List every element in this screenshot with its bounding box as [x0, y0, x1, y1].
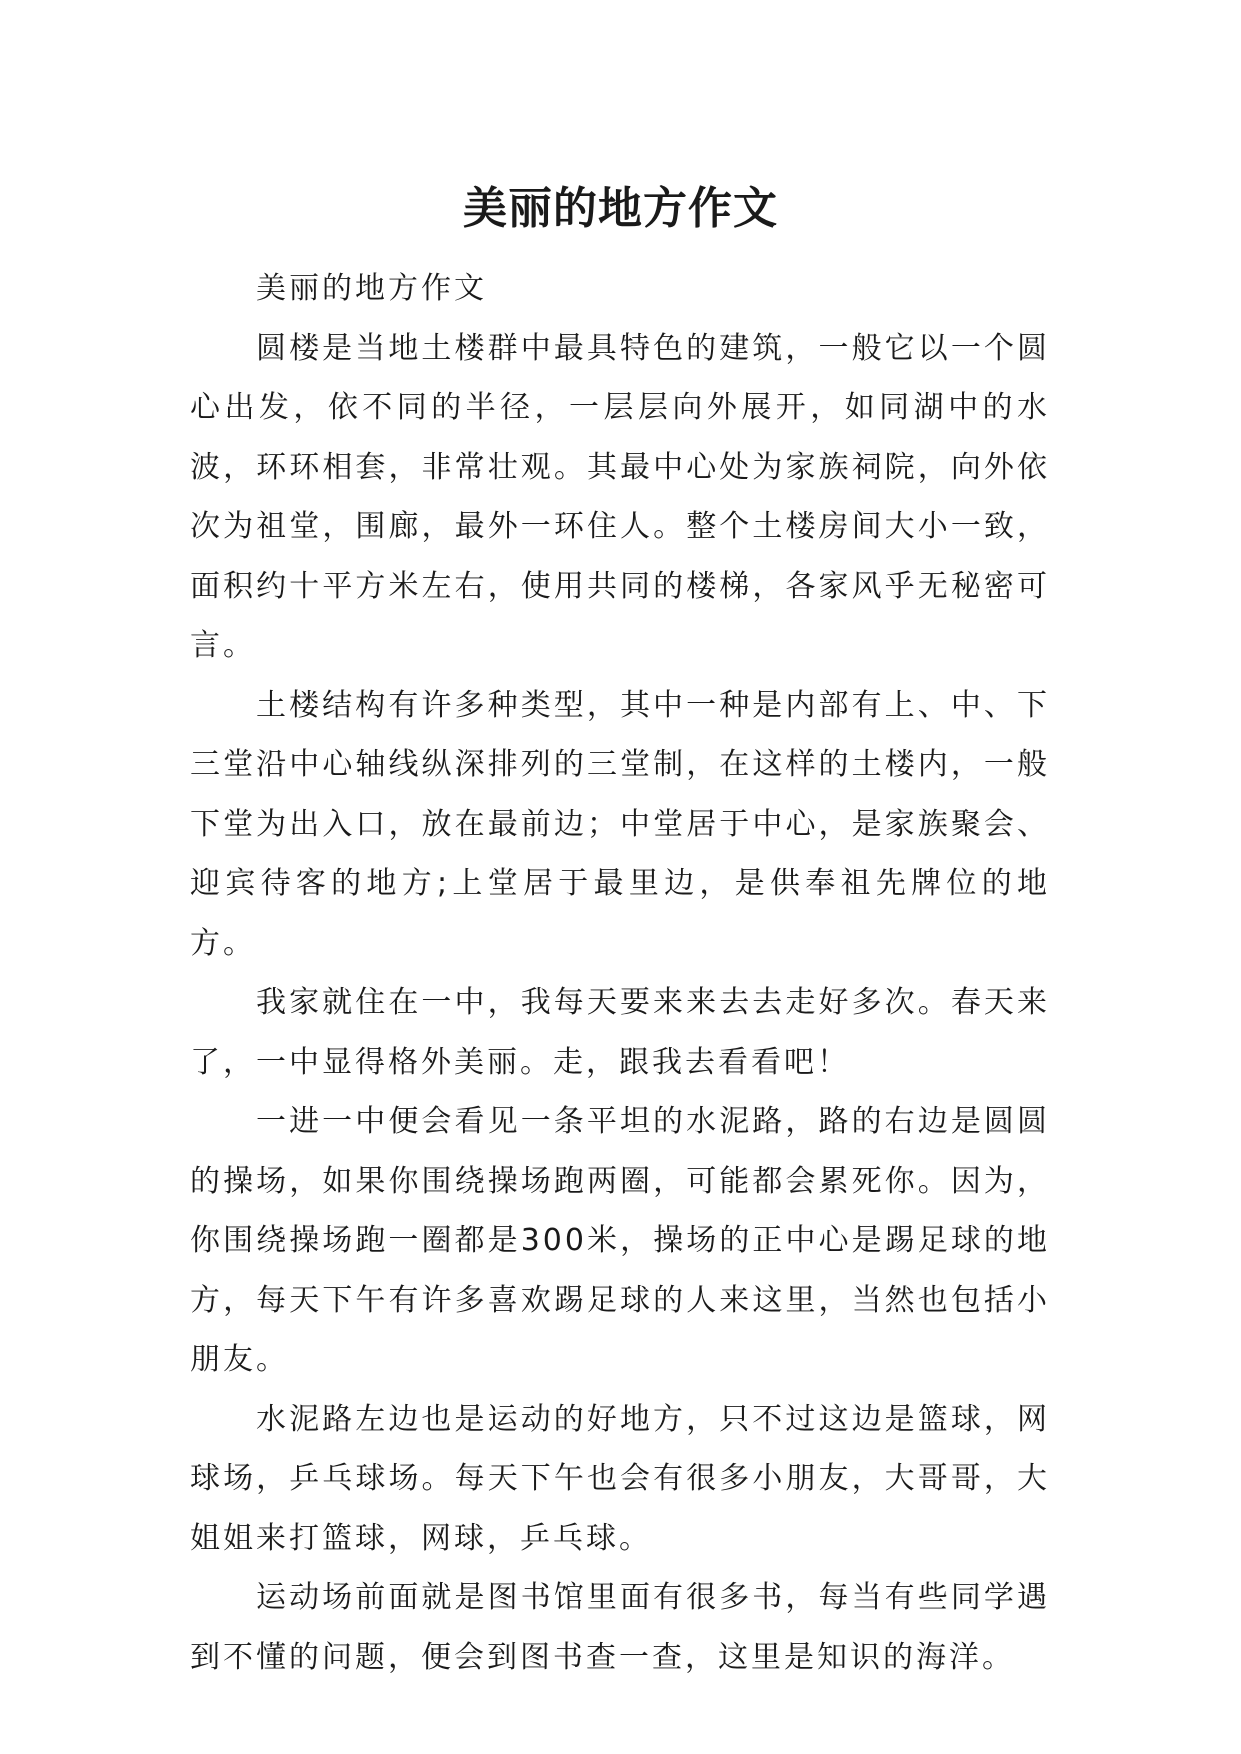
- document-title: 美丽的地方作文: [463, 183, 778, 235]
- document-body: [190, 259, 1050, 1687]
- paragraph: 圆楼是当地土楼群中最具特色的建筑，一般它以一个圆心出发，依不同的半径，一层层向外展开，如同湖中的水波，环环相套，非常壮观。其最中心处为家族祠院，向外依次为祖堂，围廊，最外一环住人。整个土楼房间大小一致，面积约十平方米左右，使用共同的楼梯，各家风乎无秘密可言。: [190, 330, 1050, 663]
- paragraph: 一进一中便会看见一条平坦的水泥路，路的右边是圆圆的操场，如果你围绕操场跑两圈，可能都会累死你。因为，你围绕操场跑一圈都是300米，操场的正中心是踢足球的地方，每天下午有许多喜欢踢足球的人来这里，当然也包括小朋友。: [190, 1104, 1050, 1377]
- paragraph: 美丽的地方作文: [256, 271, 487, 306]
- paragraph: 我家就住在一中，我每天要来来去去走好多次。春天来了，一中显得格外美丽。走，跟我去看看吧！: [190, 985, 1050, 1080]
- paragraph: 水泥路左边也是运动的好地方，只不过这边是篮球，网球场，乒乓球场。每天下午也会有很多小朋友，大哥哥，大姐姐来打篮球，网球，乒乓球。: [190, 1401, 1050, 1556]
- paragraph: 运动场前面就是图书馆里面有很多书，每当有些同学遇到不懂的问题，便会到图书查一查，这里是知识的海洋。: [190, 1580, 1050, 1675]
- paragraph: 土楼结构有许多种类型，其中一种是内部有上、中、下三堂沿中心轴线纵深排列的三堂制，在这样的土楼内，一般下堂为出入口，放在最前边；中堂居于中心，是家族聚会、迎宾待客的地方;上堂居于最里边，是供奉祖先牌位的地方。: [190, 687, 1050, 961]
